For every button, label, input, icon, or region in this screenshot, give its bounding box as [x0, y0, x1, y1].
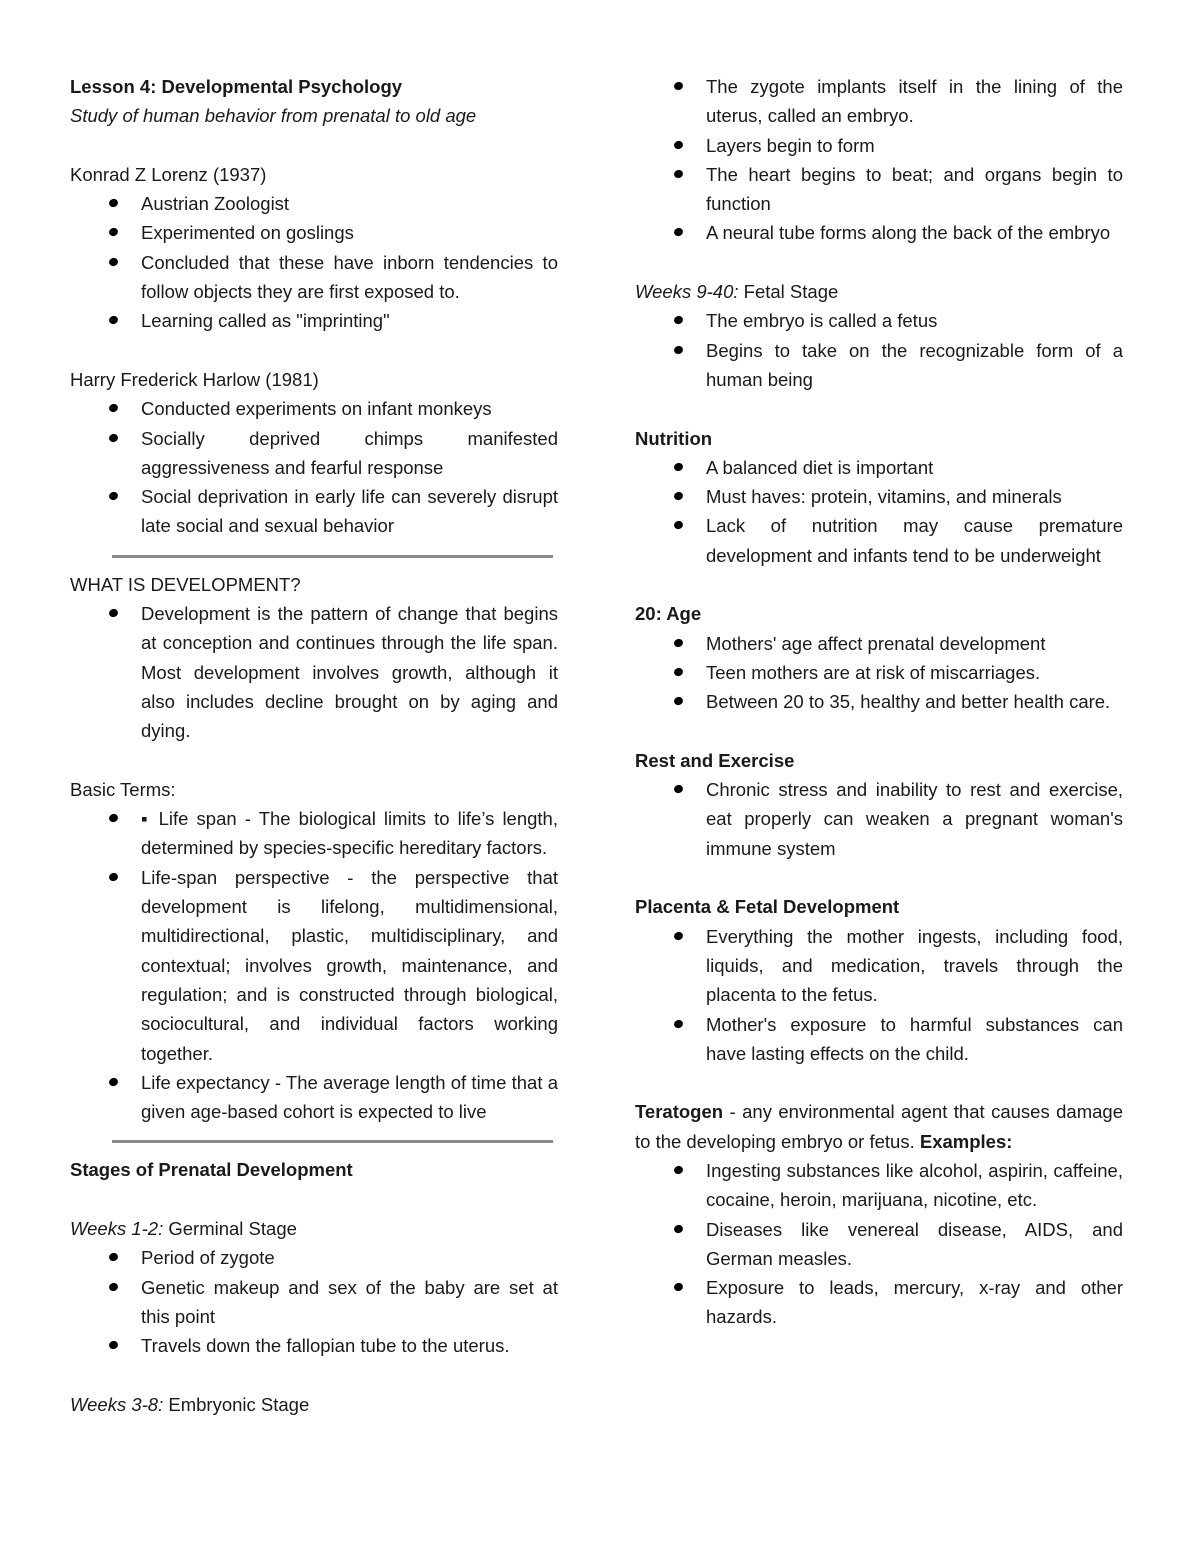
- list-item: [635, 1215, 1123, 1274]
- list-item-text: Learning called as "imprinting": [141, 310, 390, 332]
- list-item: [635, 658, 1123, 687]
- teratogen-list: [635, 1156, 1123, 1332]
- left-column: [70, 72, 558, 1419]
- list-item-text: Conducted experiments on infant monkeys: [141, 398, 492, 420]
- age-list: [635, 629, 1123, 717]
- bullet-icon: [108, 1076, 119, 1087]
- list-item: [635, 1273, 1123, 1332]
- section-divider: [112, 1140, 553, 1143]
- list-item-text: Experimented on goslings: [141, 222, 354, 244]
- bullet-icon: [673, 169, 684, 180]
- list-item-text: Mother's exposure to harmful substances can have lasting effects on the child.: [706, 1013, 1123, 1064]
- rest-list: [635, 775, 1123, 863]
- bullet-icon: [673, 139, 684, 150]
- section-divider: [112, 555, 553, 558]
- list-item-text: Between 20 to 35, healthy and better health care.: [706, 691, 1111, 713]
- list-item-text: Genetic makeup and sex of the baby are set at this point: [141, 1276, 558, 1327]
- lesson-subtitle: Study of human behavior from prenatal to old age: [70, 105, 477, 127]
- bullet-icon: [673, 315, 684, 326]
- list-item-text: A balanced diet is important: [706, 456, 934, 478]
- list-item-text: The heart begins to beat; and organs begin to function: [706, 163, 1123, 215]
- fetal-heading: [635, 277, 1123, 306]
- list-item-text: Austrian Zoologist: [141, 193, 290, 215]
- embryonic-list: [635, 72, 1123, 248]
- basic-terms-heading: Basic Terms:: [70, 778, 176, 800]
- list-item-text: Exposure to leads, mercury, x-ray and other hazards.: [706, 1277, 1123, 1328]
- bullet-icon: [673, 1282, 684, 1293]
- bullet-icon: [108, 1252, 119, 1263]
- list-item: [635, 72, 1123, 131]
- list-item-text: The zygote implants itself in the lining of the uterus, called an embryo.: [706, 76, 1123, 127]
- list-item: [635, 336, 1123, 395]
- embryonic-weeks: Weeks 3-8:: [70, 1393, 164, 1415]
- germinal-heading: [70, 1214, 558, 1243]
- development-list: [70, 599, 558, 745]
- bullet-icon: [108, 608, 119, 619]
- fetal-name: Fetal Stage: [738, 281, 839, 303]
- germinal-weeks: Weeks 1-2:: [70, 1217, 164, 1239]
- development-heading: WHAT IS DEVELOPMENT?: [70, 573, 301, 595]
- right-column: [635, 72, 1123, 1332]
- list-item-text: A neural tube forms along the back of the embryo: [706, 222, 1111, 244]
- list-item: [635, 775, 1123, 863]
- list-item: [635, 218, 1123, 247]
- bullet-icon: [108, 227, 119, 238]
- lesson-title: Lesson 4: Developmental Psychology: [70, 76, 403, 97]
- harlow-list: [70, 394, 558, 540]
- list-item-text: Development is the pattern of change that begins at conception and continues through the life span. Most development involves growth, although it also includes decline brought on by aging and dying.: [141, 603, 558, 742]
- bullet-icon: [673, 520, 684, 531]
- bullet-icon: [673, 784, 684, 795]
- list-item-text: Layers begin to form: [706, 134, 875, 156]
- list-item: [70, 189, 558, 218]
- list-item: [70, 306, 558, 335]
- list-item-text: Chronic stress and inability to rest and exercise, eat properly can weaken a pregnant woman's immune system: [706, 779, 1123, 859]
- bullet-icon: [108, 871, 119, 882]
- list-item-text: Concluded that these have inborn tendencies to follow objects they are first exposed to.: [141, 251, 558, 303]
- basic-terms-list: [70, 804, 558, 1126]
- list-item: [70, 248, 558, 307]
- lorenz-heading: Konrad Z Lorenz (1937): [70, 163, 267, 185]
- bullet-icon: [673, 1165, 684, 1176]
- list-item: [70, 1273, 558, 1332]
- list-item-text: Begins to take on the recognizable form of a human being: [706, 339, 1123, 390]
- bullet-icon: [673, 1018, 684, 1029]
- list-item-text: The embryo is called a fetus: [706, 310, 938, 332]
- list-item-text: Travels down the fallopian tube to the uterus.: [141, 1335, 510, 1357]
- bullet-icon: [673, 696, 684, 707]
- bullet-icon: [108, 315, 119, 326]
- list-item: [635, 131, 1123, 160]
- list-item: [635, 1156, 1123, 1215]
- list-item: [635, 453, 1123, 482]
- list-item-text: Lack of nutrition may cause premature development and infants tend to be underweight: [706, 515, 1123, 566]
- list-item: [70, 1068, 558, 1127]
- bullet-icon: [108, 1340, 119, 1351]
- teratogen-text: - any environmental agent that causes damage to the developing embryo or fetus.: [635, 1101, 1123, 1152]
- bullet-icon: [108, 403, 119, 414]
- harlow-heading: Harry Frederick Harlow (1981): [70, 368, 319, 390]
- list-item: [635, 511, 1123, 570]
- list-item: [70, 424, 558, 483]
- rest-heading: Rest and Exercise: [635, 749, 795, 771]
- list-item: [70, 1331, 558, 1360]
- list-item: [70, 482, 558, 541]
- stages-heading: Stages of Prenatal Development: [70, 1159, 353, 1181]
- germinal-name: Germinal Stage: [163, 1217, 297, 1239]
- bullet-icon: [673, 930, 684, 941]
- list-item-text: Life-span perspective - the perspective that development is lifelong, multidimensional, multidirectional, plastic, multidisciplinary, and contextual; involves growth, maintenance, and regulation; and is constructed through biological, sociocultural, and individual factors working together.: [141, 866, 558, 1064]
- list-item: [70, 394, 558, 423]
- list-item: [635, 1010, 1123, 1069]
- placenta-list: [635, 922, 1123, 1068]
- nutrition-list: [635, 453, 1123, 570]
- list-item-text: Teen mothers are at risk of miscarriages.: [706, 661, 1041, 683]
- list-item-text: ▪ Life span - The biological limits to life’s length, determined by species-specific hereditary factors.: [141, 808, 558, 859]
- bullet-icon: [673, 491, 684, 502]
- embryonic-heading: [70, 1390, 558, 1419]
- examples-label: Examples:: [919, 1130, 1013, 1152]
- lorenz-list: [70, 189, 558, 335]
- list-item: [635, 160, 1123, 219]
- bullet-icon: [108, 491, 119, 502]
- list-item: [70, 863, 558, 1068]
- list-item-text: Mothers' age affect prenatal development: [706, 632, 1046, 654]
- placenta-heading: Placenta & Fetal Development: [635, 896, 900, 918]
- list-item: [70, 599, 558, 745]
- bullet-icon: [673, 1223, 684, 1234]
- bullet-icon: [673, 667, 684, 678]
- teratogen-definition: [635, 1097, 1123, 1156]
- list-item-text: Social deprivation in early life can severely disrupt late social and sexual behavior: [141, 486, 558, 537]
- germinal-list: [70, 1243, 558, 1360]
- list-item: [70, 1243, 558, 1272]
- list-item: [635, 482, 1123, 511]
- bullet-icon: [108, 813, 119, 824]
- list-item-text: Diseases like venereal disease, AIDS, and German measles.: [706, 1218, 1123, 1269]
- embryonic-name: Embryonic Stage: [163, 1393, 310, 1415]
- bullet-icon: [108, 256, 119, 267]
- bullet-icon: [108, 1281, 119, 1292]
- fetal-list: [635, 306, 1123, 394]
- list-item-text: Ingesting substances like alcohol, aspirin, caffeine, cocaine, heroin, marijuana, nicotine, etc.: [706, 1159, 1123, 1211]
- list-item: [635, 687, 1123, 716]
- bullet-icon: [108, 198, 119, 209]
- bullet-icon: [673, 81, 684, 92]
- list-item: [70, 218, 558, 247]
- teratogen-term: Teratogen: [635, 1101, 724, 1123]
- list-item: [635, 922, 1123, 1010]
- bullet-icon: [673, 344, 684, 355]
- list-item-text: Period of zygote: [141, 1247, 275, 1269]
- list-item: [635, 306, 1123, 335]
- bullet-icon: [673, 637, 684, 648]
- list-item-text: Everything the mother ingests, including food, liquids, and medication, travels through the placenta to the fetus.: [706, 925, 1123, 1006]
- list-item-text: Life expectancy - The average length of time that a given age-based cohort is expected to live: [141, 1071, 558, 1123]
- bullet-icon: [673, 227, 684, 238]
- age-heading: 20: Age: [635, 603, 702, 625]
- fetal-weeks: Weeks 9-40:: [635, 281, 739, 303]
- nutrition-heading: Nutrition: [635, 427, 713, 449]
- list-item: [70, 804, 558, 863]
- bullet-icon: [108, 432, 119, 443]
- list-item-text: Must haves: protein, vitamins, and minerals: [706, 486, 1062, 508]
- list-item: [635, 629, 1123, 658]
- list-item-text: Socially deprived chimps manifested aggressiveness and fearful response: [141, 427, 558, 478]
- bullet-icon: [673, 462, 684, 473]
